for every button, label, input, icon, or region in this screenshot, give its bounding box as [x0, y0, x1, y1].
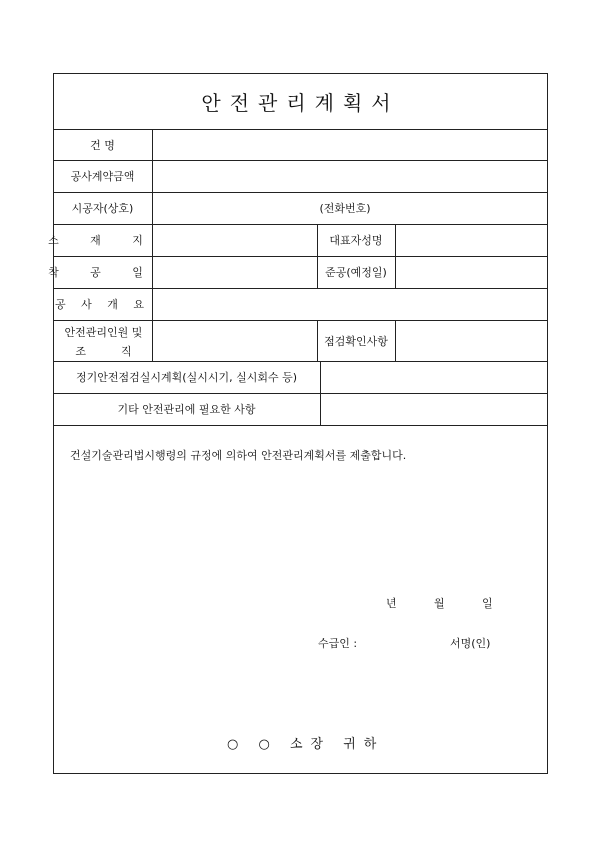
label-contract-amount: 공사계약금액 [70, 170, 135, 183]
label-contractor: 시공자(상호) [71, 202, 134, 215]
form-title: 안전관리계획서 [201, 90, 400, 115]
recipient-label: 수급인 : [318, 637, 358, 650]
signature-label: 서명(인) [450, 637, 491, 650]
label-staff-line1: 안전관리인원 및 [64, 326, 143, 339]
label-completion: 준공(예정일) [325, 266, 387, 279]
label-regular-inspection: 정기안전점검실시계획(실시시기, 실시회수 등) [76, 371, 297, 384]
row-divider [53, 425, 548, 426]
label-other-matters: 기타 안전관리에 필요한 사항 [117, 403, 256, 416]
date-year-label: 년 [386, 597, 397, 610]
column-divider [395, 224, 396, 288]
declaration-text: 건설기술관리법시행령의 규정에 의하여 안전관리계획서를 제출합니다. [70, 449, 407, 462]
addressee-text: ○ ○ 소장 귀하 [227, 737, 385, 752]
label-representative: 대표자성명 [329, 234, 383, 247]
label-project-name: 건 명 [90, 138, 115, 152]
date-month-label: 월 [434, 597, 445, 610]
label-start-date: 착 공 일 [48, 266, 157, 279]
label-overview: 공 사 개 요 [55, 298, 150, 311]
label-inspection-items: 점검확인사항 [324, 334, 388, 348]
column-divider [320, 361, 321, 425]
date-day-label: 일 [482, 597, 493, 610]
label-location: 소 재 지 [48, 234, 157, 247]
column-divider [395, 320, 396, 361]
row-divider [53, 320, 548, 321]
label-phone: (전화번호) [319, 202, 371, 215]
label-staff-line2: 조 직 [75, 345, 132, 358]
